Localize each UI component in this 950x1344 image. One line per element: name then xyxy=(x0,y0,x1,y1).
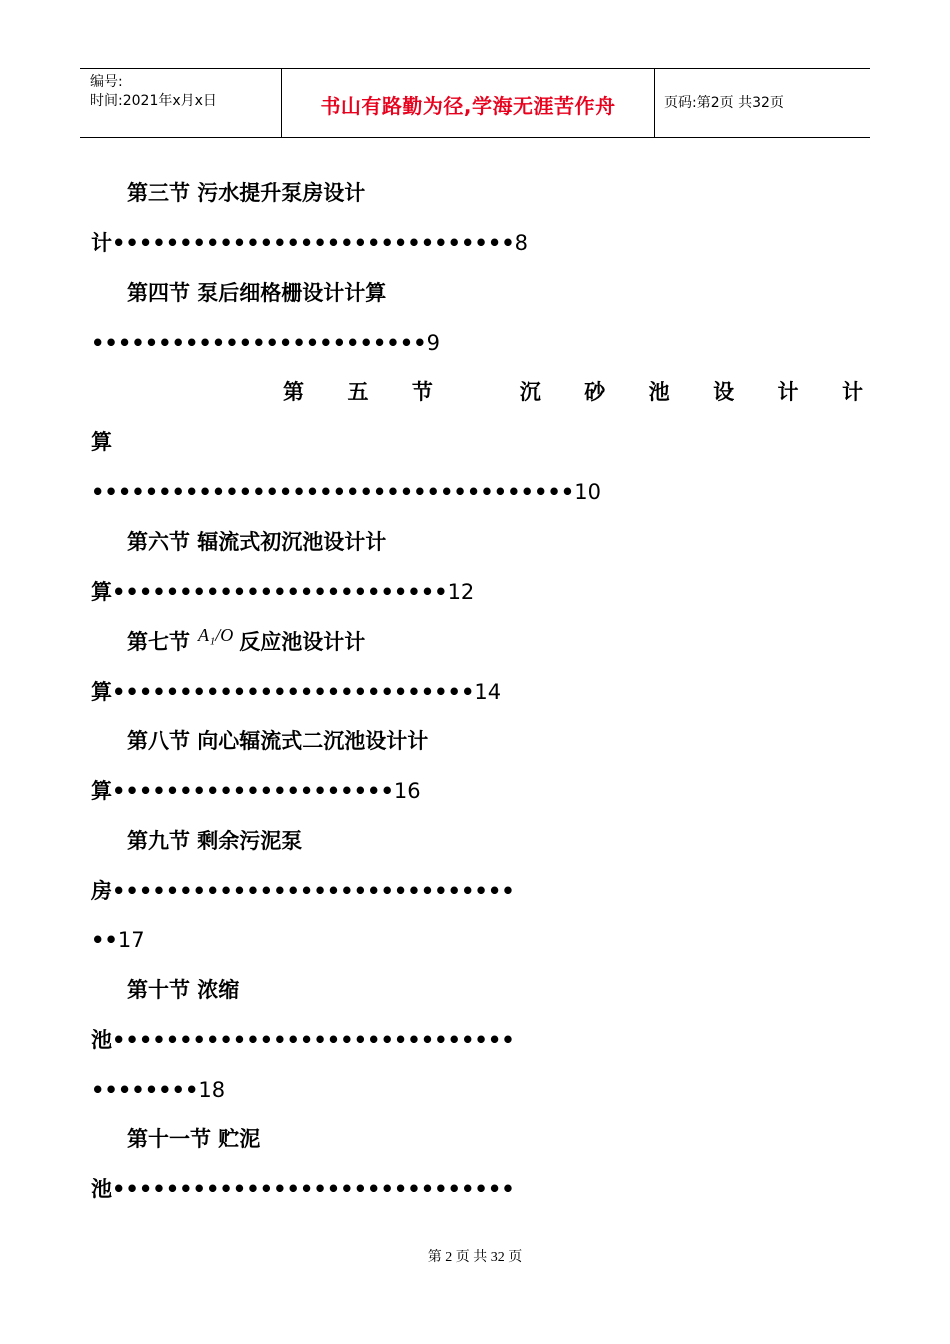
title-prefix: 第七节 xyxy=(127,630,190,654)
toc-dots: •••••••••••••••••••••••••••••• xyxy=(112,1028,515,1052)
toc-entry-10-cont[interactable] xyxy=(91,1075,225,1105)
toc-title-3: 第三节 污水提升泵房设计 xyxy=(127,181,366,205)
toc-lead: 算 xyxy=(91,580,112,604)
toc-page-number: 17 xyxy=(117,928,145,952)
toc-title-9: 第九节 剩余污泥泵 xyxy=(127,829,303,853)
toc-entry-9[interactable] xyxy=(91,876,515,906)
document-header xyxy=(80,68,870,138)
header-motto-cell xyxy=(282,69,655,137)
formula-a1-o: A₁/O xyxy=(198,625,234,645)
title-char: 节 xyxy=(411,380,433,404)
header-meta-cell xyxy=(80,69,282,137)
toc-page-number: 16 xyxy=(393,779,421,803)
toc-title-7 xyxy=(127,627,365,658)
toc-dots: •• xyxy=(91,928,118,952)
toc-dots: •••••••••••••••••••••••••••••• xyxy=(112,231,515,255)
title-char: 设 xyxy=(713,380,735,404)
header-page-cell xyxy=(655,69,870,137)
toc-entry-5[interactable] xyxy=(91,477,601,507)
toc-lead: 计 xyxy=(91,231,112,255)
toc-entry-3[interactable] xyxy=(91,228,528,258)
title-char: 计 xyxy=(841,380,863,404)
toc-entry-9-cont[interactable] xyxy=(91,925,145,955)
page-footer: 第 2 页 共 32 页 xyxy=(427,1250,523,1265)
toc-title-4: 第四节 泵后细格栅设计计算 xyxy=(127,281,387,305)
title-char: 池 xyxy=(648,380,670,404)
toc-entry-11[interactable] xyxy=(91,1174,515,1204)
title-char: 第 xyxy=(283,380,304,404)
toc-dots: •••••••••••••••••••••••••••••• xyxy=(112,879,515,903)
title-char: 砂 xyxy=(584,380,606,404)
toc-dots: •••••••••••••••••••••••••••••• xyxy=(112,1177,515,1201)
toc-title-6: 第六节 辐流式初沉池设计计 xyxy=(127,530,387,554)
toc-entry-10[interactable] xyxy=(91,1025,515,1055)
toc-entry-7[interactable] xyxy=(91,677,501,707)
toc-page-number: 18 xyxy=(198,1078,226,1102)
toc-lead: 算 xyxy=(91,779,112,803)
title-char: 五 xyxy=(347,380,369,404)
toc-entry-4[interactable] xyxy=(91,328,440,358)
page-info: 页码:第2页 共32页 xyxy=(664,95,784,111)
toc-dots: ••••••••••••••••••••••••• xyxy=(112,580,448,604)
motto-text: 书山有路勤为径,学海无涯苦作舟 xyxy=(320,94,616,118)
toc-lead: 房 xyxy=(91,879,112,903)
toc-entry-8[interactable] xyxy=(91,776,421,806)
time-label: 时间:2021年x月x日 xyxy=(90,93,217,109)
toc-page-number: 9 xyxy=(426,331,440,355)
toc-dots: ••••••••••••••••••••• xyxy=(112,779,394,803)
toc-lead: 池 xyxy=(91,1028,112,1052)
toc-title-11: 第十一节 贮泥 xyxy=(127,1127,261,1151)
number-label: 编号: xyxy=(90,74,123,90)
toc-lead-5: 算 xyxy=(91,430,112,454)
title-suffix: 反应池设计计 xyxy=(239,630,366,654)
toc-page-number: 8 xyxy=(514,231,529,255)
toc-lead: 池 xyxy=(91,1177,112,1201)
toc-page-number: 14 xyxy=(474,680,502,704)
toc-page-number: 10 xyxy=(574,480,601,504)
toc-dots: ••••••••••••••••••••••••••• xyxy=(112,680,475,704)
toc-title-10: 第十节 浓缩 xyxy=(127,978,240,1002)
toc-dots: •••••••••••••••••••••••••••••••••••• xyxy=(91,480,575,504)
toc-page-number: 12 xyxy=(447,580,475,604)
toc-dots: •••••••• xyxy=(91,1078,199,1102)
title-char: 计 xyxy=(777,380,799,404)
toc-entry-6[interactable] xyxy=(91,577,474,607)
title-char: 沉 xyxy=(519,380,541,404)
toc-title-8: 第八节 向心辐流式二沉池设计计 xyxy=(127,729,429,753)
toc-title-5 xyxy=(283,377,863,407)
toc-lead: 算 xyxy=(91,680,112,704)
toc-dots: ••••••••••••••••••••••••• xyxy=(91,331,427,355)
